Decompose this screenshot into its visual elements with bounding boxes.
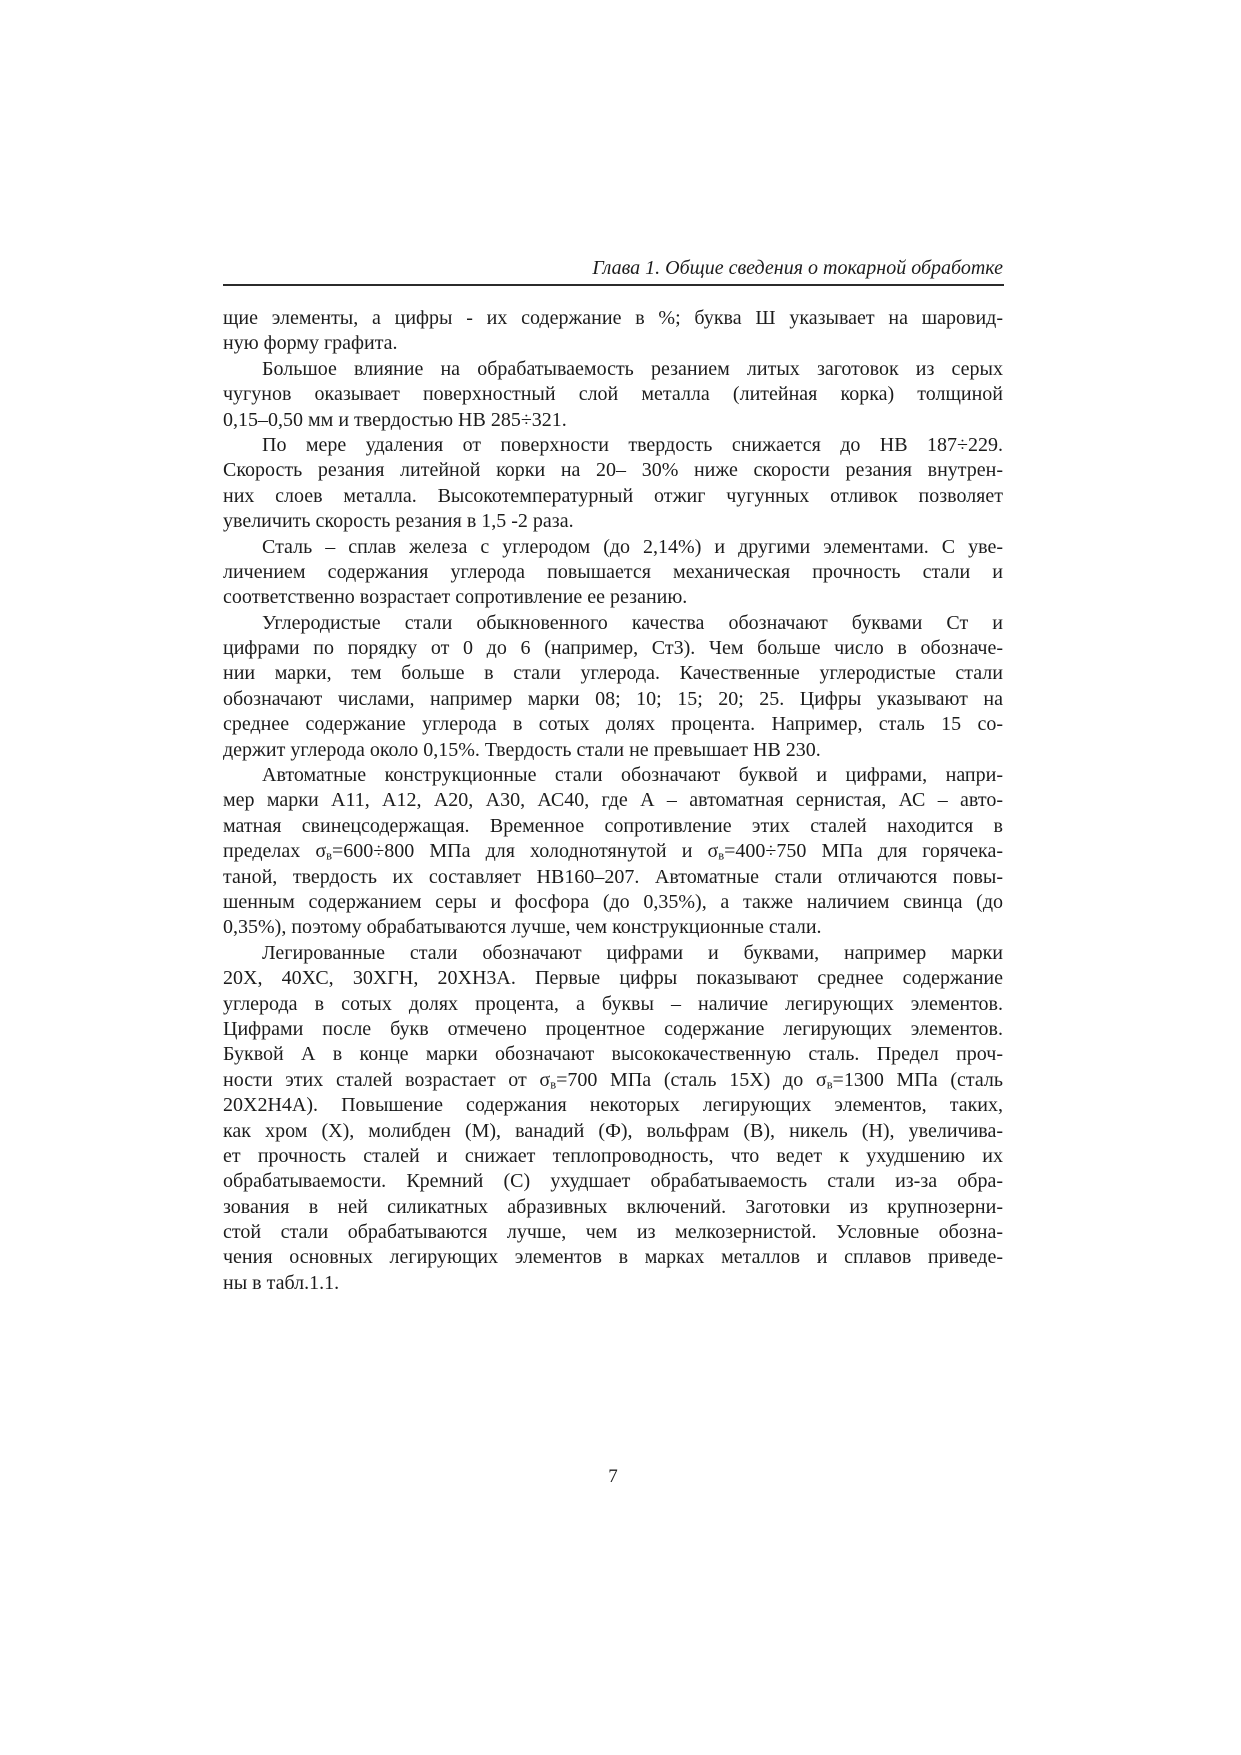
paragraph [223, 763, 1003, 941]
text-line: Большое влияние на обрабатываемость резанием литых заготовок из серых [262, 357, 1003, 380]
text-line: ет прочность сталей и снижает теплопроводность, что ведет к ухудшению их [223, 1144, 1003, 1167]
text-line: держит углерода около 0,15%. Твердость стали не превышает НВ 230. [223, 738, 821, 761]
paragraph [223, 535, 1003, 611]
text-line: обозначают числами, например марки 08; 10; 15; 20; 25. Цифры указывают на [223, 687, 1003, 710]
text-line: Буквой А в конце марки обозначают высококачественную сталь. Предел проч- [223, 1043, 1003, 1066]
text-line: 0,15–0,50 мм и твердостью НВ 285÷321. [223, 408, 567, 431]
text-line: ную форму графита. [223, 332, 398, 355]
text-line: Скорость резания литейной корки на 20– 30% ниже скорости резания внутрен- [223, 459, 1003, 482]
text-line: как хром (Х), молибден (М), ванадий (Ф), вольфрам (В), никель (Н), увеличива- [223, 1119, 1003, 1142]
text-line: углерода в сотых долях процента, а буквы – наличие легирующих элементов. [223, 992, 1003, 1015]
text-line: Автоматные конструкционные стали обозначают буквой и цифрами, напри- [262, 764, 1003, 787]
text-line: личением содержания углерода повышается механическая прочность стали и [223, 560, 1003, 583]
subscript: в [826, 1077, 833, 1092]
text-line: матная свинецсодержащая. Временное сопротивление этих сталей находится в [223, 814, 1003, 837]
paragraph [223, 357, 1003, 433]
text-line: Легированные стали обозначают цифрами и буквами, например марки [262, 941, 1003, 964]
paragraph [223, 611, 1003, 763]
text-line: цифрами по порядку от 0 до 6 (например, Ст3). Чем больше число в обозначе- [223, 637, 1003, 660]
text-line: них слоев металла. Высокотемпературный отжиг чугунных отливок позволяет [223, 484, 1003, 507]
text-line: Сталь – сплав железа с углеродом (до 2,14%) и другими элементами. С уве- [262, 535, 1003, 558]
text-line: щие элементы, а цифры - их содержание в %; буква Ш указывает на шаровид- [223, 307, 1003, 329]
text-line: 0,35%), поэтому обрабатываются лучше, чем конструкционные стали. [223, 916, 822, 939]
text-line: таной, твердость их составляет НВ160–207. Автоматные стали отличаются повы- [223, 865, 1003, 888]
text-line: соответственно возрастает сопротивление ее резанию. [223, 586, 688, 609]
text-line: 20Х2Н4А). Повышение содержания некоторых легирующих элементов, таких, [223, 1094, 1003, 1117]
text-line: пределах $\sigma_в=600\div 800$ МПа для холоднотянутой и $\sigma_в=400\div 750$ МПа для горячека- [223, 840, 1003, 863]
text-line: среднее содержание углерода в сотых долях процента. Например, сталь 15 со- [223, 713, 1003, 736]
text-line: увеличить скорость резания в 1,5 -2 раза. [223, 510, 574, 533]
subscript: в [718, 848, 725, 863]
subscript: в [326, 848, 332, 863]
paragraph [223, 941, 1003, 1296]
text-line: обрабатываемости. Кремний (С) ухудшает обрабатываемость стали из-за обра- [223, 1170, 1003, 1193]
text-line: зования в ней силикатных абразивных включений. Заготовки из крупнозерни- [223, 1195, 1003, 1218]
text-line: чения основных легирующих элементов в марках металлов и сплавов приведе- [223, 1246, 1003, 1269]
text-line: стой стали обрабатываются лучше, чем из мелкозернистой. Условные обозна- [223, 1221, 1003, 1244]
text-line: 20Х, 40ХС, 30ХГН, 20ХН3А. Первые цифры показывают среднее содержание [223, 967, 1003, 990]
paragraph [223, 433, 1003, 535]
text-line: ны в табл.1.1. [223, 1271, 340, 1294]
page-number: 7 [608, 1466, 618, 1487]
paragraph [223, 306, 1003, 357]
chapter-running-header: Глава 1. Общие сведения о токарной обработке [592, 257, 1003, 279]
text-line: Цифрами после букв отмечено процентное содержание легирующих элементов. [223, 1017, 1003, 1040]
body-text [223, 306, 1003, 1296]
text-line: чугунов оказывает поверхностный слой металла (литейная корка) толщиной [223, 383, 1003, 406]
text-line: нии марки, тем больше в стали углерода. Качественные углеродистые стали [223, 662, 1003, 685]
header-rule [223, 284, 1004, 286]
text-line: ности этих сталей возрастает от $\sigma_в=700$ МПа (сталь 15Х) до $\sigma_в=1300$ МПа (сталь [223, 1068, 1003, 1092]
text-line: По мере удаления от поверхности твердость снижается до НВ 187÷229. [262, 433, 1003, 456]
text-line: мер марки А11, А12, А20, А30, АС40, где А – автоматная сернистая, АС – авто- [223, 789, 1003, 812]
subscript: в [550, 1077, 557, 1092]
text-line: Углеродистые стали обыкновенного качества обозначают буквами Ст и [262, 611, 1003, 634]
text-line: шенным содержанием серы и фосфора (до 0,35%), а также наличием свинца (до [223, 890, 1003, 913]
